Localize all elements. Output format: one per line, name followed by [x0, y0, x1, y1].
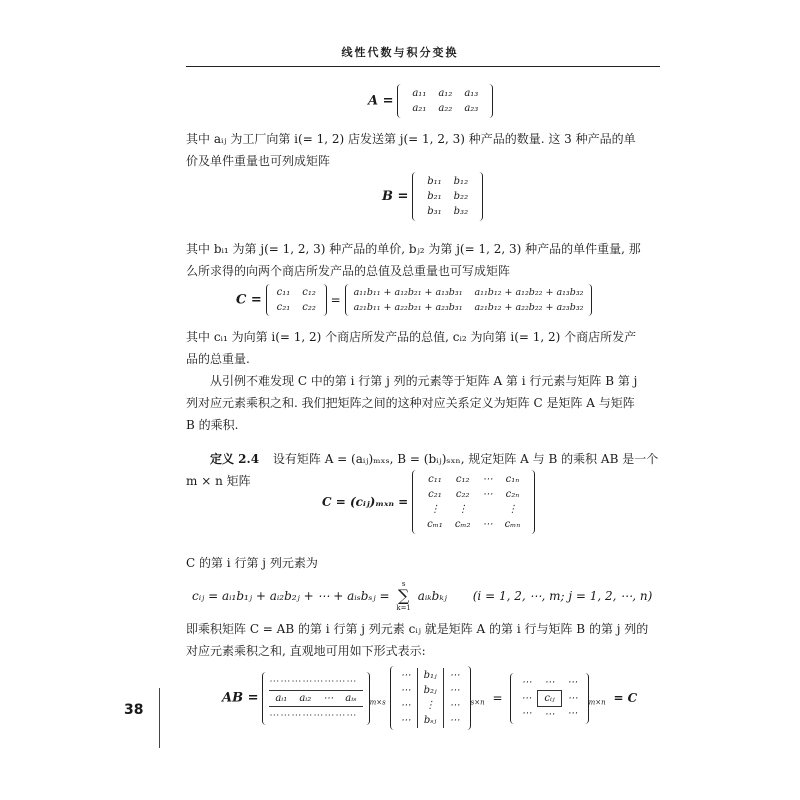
matrix-cell: b₃₂ — [453, 206, 469, 217]
matrix-cell: b₂₂ — [453, 191, 469, 202]
matrix-cell: ⋯ — [400, 715, 411, 726]
matrix-cell: b₂ⱼ — [417, 683, 443, 698]
matrix-cell: ⋯ — [482, 519, 493, 530]
a-dimension-subscript: m×s — [369, 698, 386, 707]
matrix-cell: a₁₁b₁₁ + a₁₂b₂₁ + a₁₃b₃₁ — [353, 287, 463, 298]
matrix-cell: cₘ₁ — [427, 519, 443, 530]
matrix-cell: a₁₁ — [412, 88, 427, 99]
text-line: 列对应元素乘积之和. 我们把矩阵之间的这种对应关系定义为矩阵 C 是矩阵 A 与矩阵 — [186, 396, 635, 410]
result-c: = C — [613, 691, 638, 705]
matrix-cell: c₁₁ — [276, 287, 291, 298]
matrix-cell: c₂₁ — [428, 489, 442, 500]
matrix-c-2x2 — [266, 284, 327, 316]
matrix-cell: ⋯ — [521, 708, 532, 720]
matrix-c-label: C = — [236, 292, 262, 308]
matrix-cell: ⋯ — [567, 676, 578, 688]
matrix-c-mn-label: C = (cᵢⱼ)ₘₓₙ = — [322, 495, 409, 509]
text-line: 从引例不难发现 C 中的第 i 行第 j 列的元素等于矩阵 A 第 i 行元素与矩阵 B 第 j — [186, 374, 638, 388]
paragraph-5 — [186, 552, 666, 574]
sum-upper-limit: s — [401, 580, 406, 588]
matrix-cell: aᵢₛ — [345, 692, 357, 704]
matrix-cell: a₂₃ — [464, 103, 479, 114]
definition-label: 定义 2.4 — [210, 452, 260, 466]
product-label: AB = — [222, 690, 259, 706]
matrix-cell: ⋯ — [482, 489, 493, 500]
b-dimension-subscript: s×n — [470, 698, 485, 707]
dots-row: ⋯⋯⋯⋯⋯⋯⋯⋯ — [269, 675, 358, 687]
matrix-cell: ⋯ — [400, 685, 411, 696]
paragraph-1 — [186, 128, 666, 172]
matrix-cell: b₁ⱼ — [417, 668, 443, 683]
matrix-cell: ⋮ — [507, 504, 518, 515]
text-line — [186, 448, 666, 470]
page-number: 38 — [124, 702, 144, 718]
matrix-cell: aᵢ₁ — [275, 692, 288, 704]
matrix-cell: ⋯ — [449, 700, 460, 711]
text-line: 其中 cᵢ₁ 为向第 i(= 1, 2) 个商店所发产品的总值, cᵢ₂ 为向第 i(= 1, 2) 个商店所发产 — [186, 330, 637, 344]
matrix-a-row-highlight — [262, 672, 369, 725]
matrix-cell: ⋯ — [400, 670, 411, 681]
product-display — [222, 666, 637, 730]
matrix-cell: c₂₁ — [276, 302, 291, 313]
matrix-cell: ⋯ — [521, 692, 532, 704]
matrix-cell: ⋯ — [544, 708, 555, 720]
text-line: 品的总重量. — [186, 352, 250, 366]
matrix-cell: a₁₁b₁₂ + a₁₂b₂₂ + a₁₃b₃₂ — [474, 287, 584, 298]
matrix-c-result — [510, 673, 588, 724]
matrix-a — [397, 84, 493, 118]
equals-sign: = — [330, 293, 341, 307]
matrix-b-column-highlight — [390, 666, 471, 730]
margin-rule — [159, 688, 160, 748]
matrix-cell: cₘ₂ — [454, 519, 471, 530]
matrix-b — [412, 172, 483, 221]
matrix-cell: ⋮ — [417, 698, 443, 713]
matrix-cell: a₁₃ — [464, 88, 479, 99]
text-line: 价及单件重量也可列成矩阵 — [186, 154, 331, 168]
matrix-cell: cᵢⱼ — [538, 690, 561, 706]
matrix-cell: cₘₙ — [504, 519, 521, 530]
matrix-cell: aᵢ₂ — [299, 692, 312, 704]
paragraph-4 — [186, 370, 666, 436]
matrix-cell: b₁₂ — [453, 176, 469, 187]
matrix-cell: ⋮ — [457, 504, 468, 515]
matrix-cell — [477, 502, 499, 517]
text-line: 对应元素乘积之和, 直观地可用如下形式表示: — [186, 644, 426, 658]
matrix-c-equation — [236, 284, 592, 316]
matrix-b-equation — [382, 172, 483, 221]
matrix-cell: ⋯ — [521, 676, 532, 688]
text-line: 么所求得的向两个商店所发产品的总值及总重量也可写成矩阵 — [186, 264, 511, 278]
matrix-c-mn-equation — [322, 470, 535, 534]
matrix-cell: ⋯ — [449, 685, 460, 696]
text-line: m × n 矩阵 — [186, 474, 251, 488]
index-range: (i = 1, 2, ⋯, m; j = 1, 2, ⋯, n) — [472, 589, 653, 603]
paragraph-6 — [186, 618, 666, 662]
paragraph-3 — [186, 326, 666, 370]
matrix-a-label: A = — [368, 93, 394, 109]
matrix-cell: a₂₁ — [412, 103, 427, 114]
matrix-cell: ⋯ — [449, 715, 460, 726]
header-rule — [186, 66, 660, 67]
matrix-cell: b₂₁ — [427, 191, 442, 202]
text-line: C 的第 i 行第 j 列元素为 — [186, 556, 318, 570]
matrix-cell: bₛⱼ — [417, 713, 443, 728]
summation — [396, 580, 411, 612]
matrix-cell: ⋯ — [323, 692, 334, 704]
matrix-cell: a₁₂ — [438, 88, 453, 99]
paragraph-2 — [186, 238, 666, 282]
text-line: 其中 bᵢ₁ 为第 j(= 1, 2, 3) 种产品的单价, bⱼ₂ 为第 j(= 1, 2, 3) 种产品的单件重量, 那 — [186, 242, 641, 256]
matrix-cell: c₁₁ — [428, 474, 442, 485]
running-header: 线性代数与积分变换 — [341, 46, 459, 59]
c-dimension-subscript: m×n — [588, 698, 606, 707]
text-line: B 的乘积. — [186, 418, 239, 432]
matrix-cell: c₂₂ — [302, 302, 316, 313]
text-line: 即乘积矩阵 C = AB 的第 i 行第 j 列元素 cᵢⱼ 就是矩阵 A 的第 i 行与矩阵 B 的第 j 列的 — [186, 622, 649, 636]
matrix-cell: ⋯ — [544, 676, 555, 688]
matrix-cell: c₁₂ — [302, 287, 316, 298]
text-line: 其中 aᵢⱼ 为工厂向第 i(= 1, 2) 店发送第 j(= 1, 2, 3) 种产品的数量. 这 3 种产品的单 — [186, 132, 636, 146]
matrix-cell: ⋯ — [482, 474, 493, 485]
matrix-cell: ⋯ — [449, 670, 460, 681]
sum-symbol: ∑ — [397, 586, 410, 605]
matrix-ab-expanded — [345, 284, 593, 316]
matrix-a-equation — [368, 84, 493, 118]
matrix-cell: ⋯ — [567, 692, 578, 704]
matrix-cell: c₁₂ — [455, 474, 470, 485]
matrix-cell: b₃₁ — [427, 206, 442, 217]
definition-text: 设有矩阵 A = (aᵢⱼ)ₘₓₛ, B = (bᵢⱼ)ₛₓₙ, 规定矩阵 A 与 B 的乘积 AB 是一个 — [272, 452, 659, 466]
sum-lower-limit: k=1 — [396, 604, 411, 612]
dots-row: ⋯⋯⋯⋯⋯⋯⋯⋯ — [269, 709, 358, 721]
matrix-cell: c₁ₙ — [505, 474, 520, 485]
matrix-c-mn — [412, 470, 535, 534]
matrix-b-label: B = — [382, 189, 409, 204]
matrix-cell: ⋮ — [429, 504, 440, 515]
equals-sign: = — [492, 691, 503, 705]
matrix-cell: ⋯ — [400, 700, 411, 711]
matrix-cell: a₂₂ — [438, 103, 453, 114]
matrix-cell: ⋯ — [567, 708, 578, 720]
matrix-cell: a₂₁b₁₂ + a₂₂b₂₂ + a₂₃b₃₂ — [474, 302, 584, 313]
sum-body: aᵢₖbₖⱼ — [417, 589, 447, 603]
matrix-cell: a₂₁b₁₁ + a₂₂b₂₁ + a₂₃b₃₁ — [353, 302, 463, 313]
matrix-cell: c₂ₙ — [505, 489, 520, 500]
matrix-cell: c₂₂ — [455, 489, 470, 500]
matrix-cell: b₁₁ — [427, 176, 442, 187]
formula-cij — [192, 580, 652, 612]
formula-left: cᵢⱼ = aᵢ₁b₁ⱼ + aᵢ₂b₂ⱼ + ⋯ + aᵢₛbₛⱼ = — [192, 589, 390, 603]
